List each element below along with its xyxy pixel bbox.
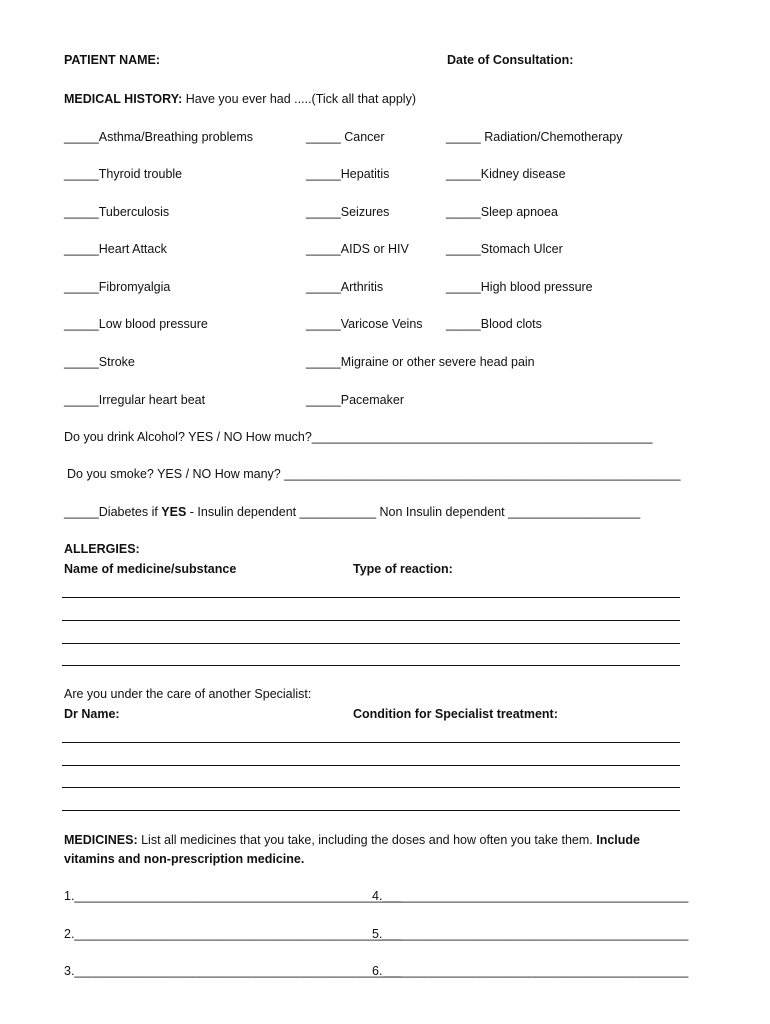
medicine-entry-5[interactable]: 5.____________________________________________ [372, 927, 689, 941]
condition-seizures[interactable]: _____Seizures [306, 205, 390, 219]
condition-pacemaker[interactable]: _____Pacemaker [306, 393, 404, 407]
medicine-entry-6[interactable]: 6.____________________________________________ [372, 964, 689, 978]
specialist-question: Are you under the care of another Specialist: [64, 687, 312, 701]
diabetes-question[interactable] [64, 505, 640, 519]
medicine-entry-1[interactable]: 1._______________________________________________ [64, 889, 402, 903]
allergy-line-4[interactable] [62, 665, 680, 666]
specialist-line-1[interactable] [62, 742, 680, 743]
medicine-entry-2[interactable]: 2._______________________________________________ [64, 927, 402, 941]
medical-history-instruction: Have you ever had .....(Tick all that apply) [185, 92, 416, 106]
medicines-title: MEDICINES: [64, 833, 138, 847]
condition-tuberculosis[interactable]: _____Tuberculosis [64, 205, 170, 219]
allergy-line-1[interactable] [62, 597, 680, 598]
condition-aids-hiv[interactable]: _____AIDS or HIV [306, 242, 409, 256]
allergies-title: ALLERGIES: [64, 542, 140, 556]
condition-thyroid[interactable]: _____Thyroid trouble [64, 167, 183, 181]
condition-arthritis[interactable]: _____Arthritis [306, 280, 384, 294]
condition-stroke[interactable]: _____Stroke [64, 355, 135, 369]
condition-cancer[interactable]: _____ Cancer [306, 130, 385, 144]
condition-irregular-heart-beat[interactable]: _____Irregular heart beat [64, 393, 206, 407]
condition-fibromyalgia[interactable]: _____Fibromyalgia [64, 280, 171, 294]
medicines-text: List all medicines that you take, including the doses and how often you take them. [137, 833, 597, 847]
patient-name-label: PATIENT NAME: [64, 53, 161, 67]
allergies-reaction-column: Type of reaction: [353, 562, 453, 576]
smoke-question[interactable]: Do you smoke? YES / NO How many? _________________________________________________________ [67, 467, 681, 481]
diabetes-prefix: _____Diabetes if [64, 505, 162, 519]
date-of-consultation-label: Date of Consultation: [447, 53, 574, 67]
allergy-line-2[interactable] [62, 620, 680, 621]
diabetes-yes: YES [161, 505, 187, 519]
medical-history-heading [64, 92, 416, 106]
allergy-line-3[interactable] [62, 643, 680, 644]
medicine-entry-3[interactable]: 3._______________________________________________ [64, 964, 402, 978]
condition-radiation-chemotherapy[interactable]: _____ Radiation/Chemotherapy [446, 130, 623, 144]
condition-heart-attack[interactable]: _____Heart Attack [64, 242, 167, 256]
allergies-medicine-column: Name of medicine/substance [64, 562, 237, 576]
condition-kidney-disease[interactable]: _____Kidney disease [446, 167, 566, 181]
condition-high-blood-pressure[interactable]: _____High blood pressure [446, 280, 593, 294]
specialist-line-3[interactable] [62, 787, 680, 788]
condition-stomach-ulcer[interactable]: _____Stomach Ulcer [446, 242, 563, 256]
specialist-line-4[interactable] [62, 810, 680, 811]
alcohol-question[interactable]: Do you drink Alcohol? YES / NO How much?_________________________________________________ [64, 430, 653, 444]
condition-varicose-veins[interactable]: _____Varicose Veins [306, 317, 423, 331]
specialist-line-2[interactable] [62, 765, 680, 766]
condition-hepatitis[interactable]: _____Hepatitis [306, 167, 390, 181]
condition-sleep-apnoea[interactable]: _____Sleep apnoea [446, 205, 558, 219]
specialist-dr-name-column: Dr Name: [64, 707, 120, 721]
medical-history-title: MEDICAL HISTORY: [64, 92, 183, 106]
specialist-condition-column: Condition for Specialist treatment: [353, 707, 558, 721]
medicine-entry-4[interactable]: 4.____________________________________________ [372, 889, 689, 903]
condition-low-blood-pressure[interactable]: _____Low blood pressure [64, 317, 208, 331]
medicines-instruction [64, 833, 640, 847]
condition-blood-clots[interactable]: _____Blood clots [446, 317, 542, 331]
condition-migraine[interactable]: _____Migraine or other severe head pain [306, 355, 535, 369]
medicines-instruction-line-2: vitamins and non-prescription medicine. [64, 852, 305, 866]
condition-asthma[interactable]: _____Asthma/Breathing problems [64, 130, 254, 144]
medicines-include: Include [596, 833, 640, 847]
diabetes-options: - Insulin dependent ___________ Non Insulin dependent ___________________ [186, 505, 641, 519]
